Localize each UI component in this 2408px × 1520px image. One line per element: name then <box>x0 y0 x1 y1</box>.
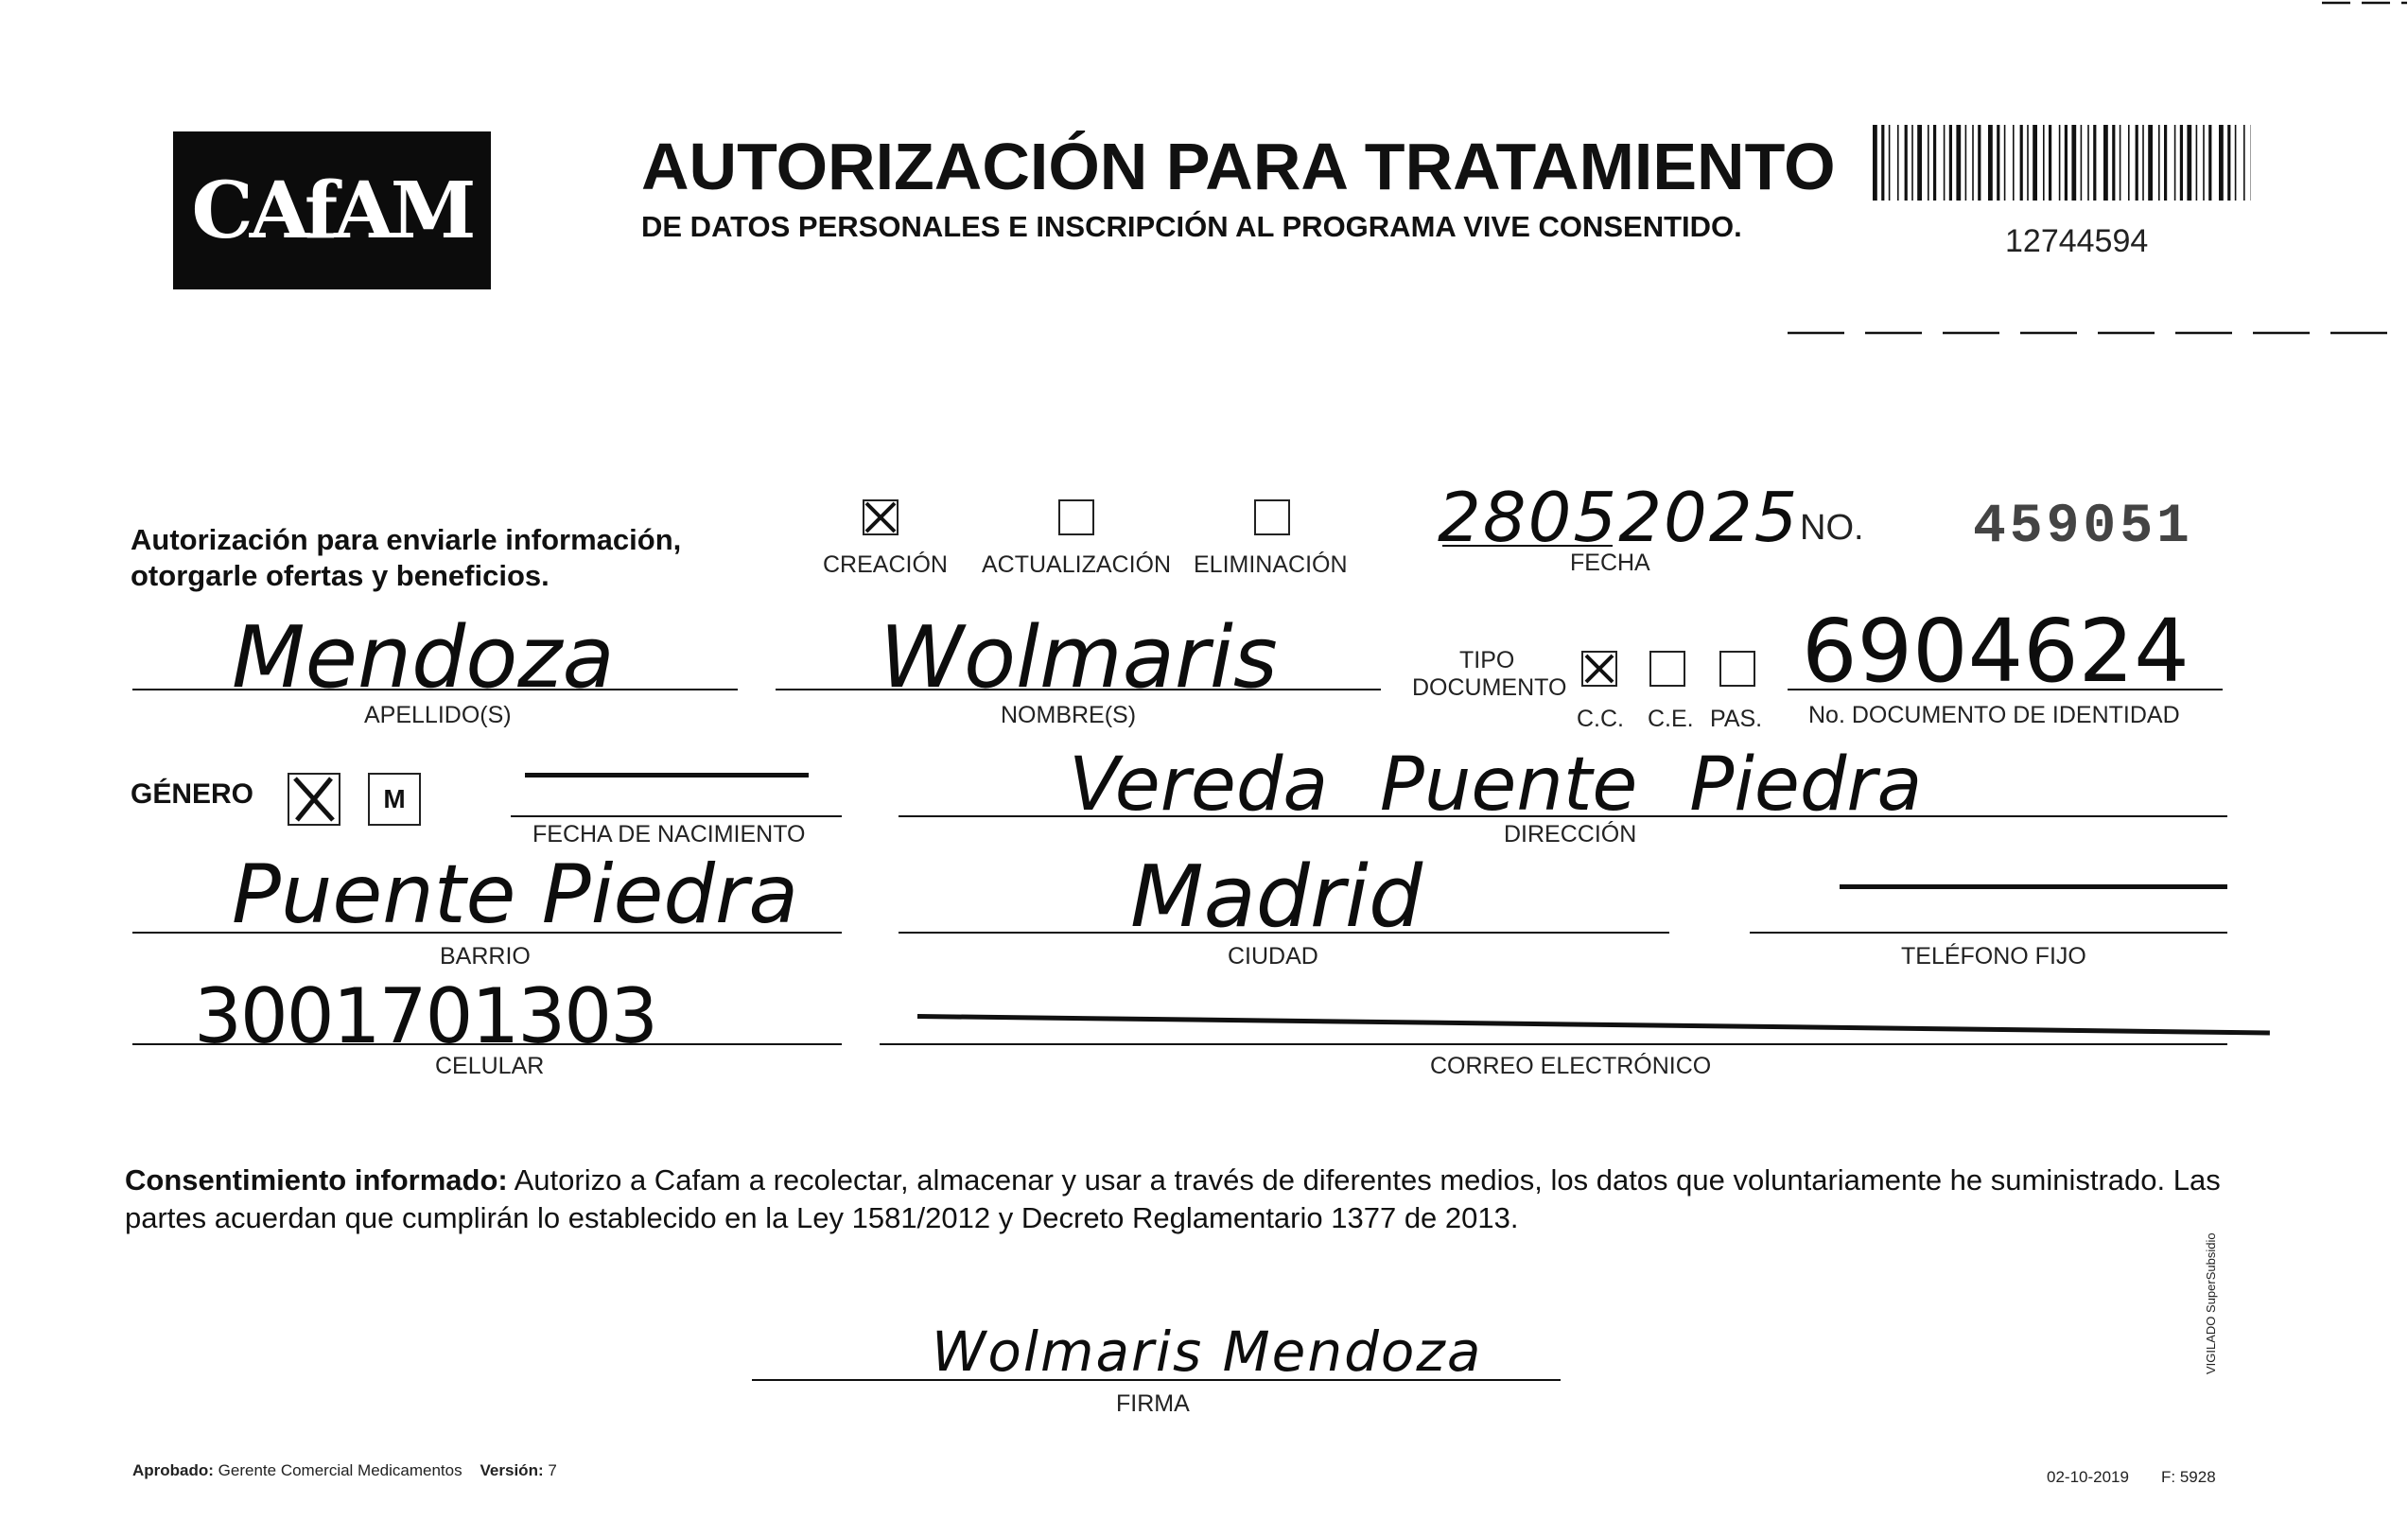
apellidos-label: APELLIDO(S) <box>364 702 512 728</box>
logo-text: CAfAM <box>191 165 473 256</box>
consent-paragraph <box>125 1162 2234 1237</box>
tipo-label-1: TIPO <box>1459 647 1515 673</box>
authorization-intro-1: Autorización para enviarle información, <box>131 523 682 556</box>
pas-checkbox[interactable] <box>1719 651 1755 687</box>
celular-value: 3001701303 <box>194 972 656 1060</box>
cafam-logo <box>173 131 491 289</box>
genero-label: GÉNERO <box>131 778 254 810</box>
cc-label: C.C. <box>1577 706 1624 732</box>
barrio-line <box>132 932 842 934</box>
creacion-checkbox[interactable] <box>863 499 899 535</box>
eliminacion-label: ELIMINACIÓN <box>1194 551 1348 578</box>
actualizacion-checkbox[interactable] <box>1058 499 1094 535</box>
telefono-strike-line <box>1840 884 2227 889</box>
fecha-label: FECHA <box>1570 550 1650 576</box>
fecha-value: 28052025 <box>1438 478 1800 557</box>
corner-mark <box>2322 0 2407 8</box>
ciudad-line <box>899 932 1669 934</box>
barcode-number: 12744594 <box>2005 223 2149 259</box>
genero-m-checkbox[interactable] <box>368 773 421 826</box>
ciudad-value: Madrid <box>1130 847 1423 947</box>
tipo-label-2: DOCUMENTO <box>1412 674 1567 701</box>
ce-checkbox[interactable] <box>1649 651 1685 687</box>
signature-line <box>752 1379 1561 1381</box>
form-subtitle: DE DATOS PERSONALES E INSCRIPCIÓN AL PROGRAMA VIVE CONSENTIDO. <box>641 210 1742 243</box>
consent-text: Autorizo a Cafam a recolectar, almacenar y usar a través de diferentes medios, los datos que voluntariamente he suministrado. Las partes acuerdan que cumplirán lo establecido en la Ley 1581/2012 y Decreto Reglamentario 1377 de 2013. <box>125 1163 2221 1234</box>
documento-value: 6904624 <box>1802 601 2190 702</box>
cc-checkbox[interactable] <box>1581 651 1617 687</box>
signature-value: Wolmaris Mendoza <box>932 1319 1483 1384</box>
nacimiento-label: FECHA DE NACIMIENTO <box>532 821 806 847</box>
form-title: AUTORIZACIÓN PARA TRATAMIENTO <box>641 130 1836 203</box>
nacimiento-strike-line <box>525 773 809 777</box>
apellidos-value: Mendoza <box>232 608 615 708</box>
actualizacion-label: ACTUALIZACIÓN <box>982 551 1172 578</box>
creacion-label: CREACIÓN <box>823 551 948 578</box>
telefono-line <box>1750 932 2227 934</box>
signature-label: FIRMA <box>1116 1390 1190 1417</box>
genero-f-checkbox[interactable] <box>288 773 340 826</box>
version-value: 7 <box>548 1461 557 1479</box>
correo-strike-line <box>917 1014 2270 1035</box>
documento-line <box>1788 689 2223 690</box>
approved-label: Aprobado: <box>132 1461 214 1479</box>
footer-date-code: 02-10-2019 <box>2047 1468 2129 1486</box>
approved-value: Gerente Comercial Medicamentos <box>218 1461 462 1479</box>
nombres-value: Wolmaris <box>880 608 1278 708</box>
ce-label: C.E. <box>1648 706 1694 732</box>
barrio-value: Puente Piedra <box>232 847 799 942</box>
celular-label: CELULAR <box>435 1053 545 1079</box>
pas-label: PAS. <box>1710 706 1763 732</box>
consent-heading: Consentimiento informado: <box>125 1163 508 1197</box>
telefono-label: TELÉFONO FIJO <box>1901 943 2086 970</box>
no-value: 459051 <box>1973 497 2193 558</box>
fecha-underline <box>1442 545 1613 547</box>
nacimiento-line <box>511 815 842 817</box>
nombres-line <box>776 689 1381 690</box>
no-label: NO. <box>1800 508 1864 548</box>
barrio-label: BARRIO <box>440 943 531 970</box>
direccion-label: DIRECCIÓN <box>1504 821 1637 847</box>
top-dashed-line <box>1788 329 2402 339</box>
celular-line <box>132 1043 842 1045</box>
correo-label: CORREO ELECTRÓNICO <box>1430 1053 1712 1079</box>
authorization-intro-2: otorgarle ofertas y beneficios. <box>131 559 550 592</box>
correo-line <box>880 1043 2227 1045</box>
eliminacion-checkbox[interactable] <box>1254 499 1290 535</box>
apellidos-line <box>132 689 738 690</box>
direccion-line <box>899 815 2227 817</box>
barcode <box>1873 125 2251 201</box>
footer-form-code: F: 5928 <box>2161 1468 2216 1486</box>
version-label: Versión: <box>480 1461 544 1479</box>
side-vigilado-text: VIGILADO SuperSubsidio <box>2204 1232 2218 1374</box>
nombres-label: NOMBRE(S) <box>1001 702 1137 728</box>
ciudad-label: CIUDAD <box>1228 943 1318 970</box>
direccion-value: Vereda Puente Piedra <box>1069 743 1923 828</box>
footer-approved <box>132 1461 557 1480</box>
genero-m-label: M <box>383 784 406 813</box>
documento-label: No. DOCUMENTO DE IDENTIDAD <box>1808 702 2180 728</box>
